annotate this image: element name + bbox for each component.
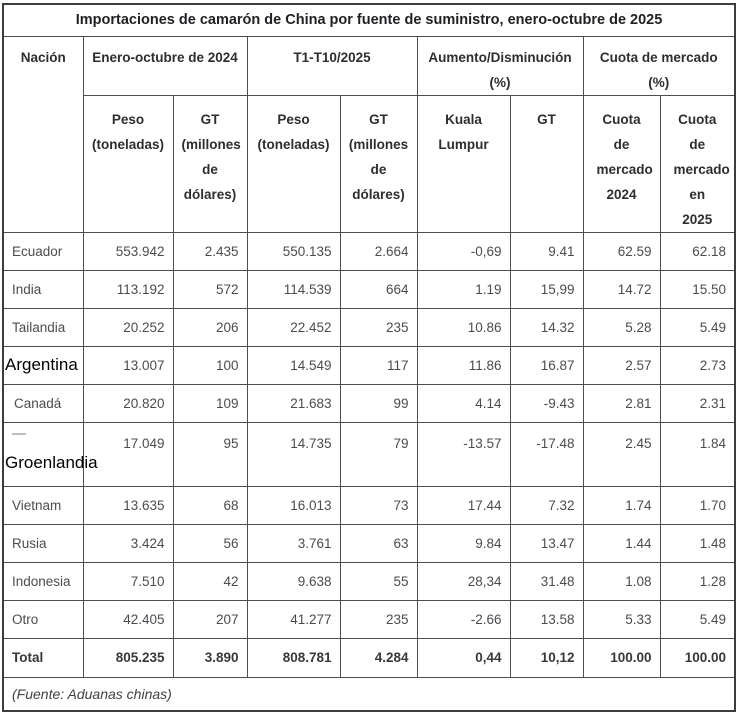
value-cell: 56 [173,524,247,562]
total-value-cell: 100.00 [583,638,660,677]
table-row-ecuador [3,232,735,270]
country-cell: Otro [3,600,83,638]
header-group-change: Aumento/Disminución (%) [417,36,583,95]
value-cell: 572 [173,270,247,308]
value-cell: 100 [173,346,247,384]
table-row-argentina [3,346,735,384]
value-cell: 16.013 [247,486,340,524]
value-cell: 13.47 [510,524,583,562]
table-row-vietnam [3,486,735,524]
value-cell: 235 [340,308,417,346]
country-cell: Indonesia [3,562,83,600]
country-cell-pasted-label [3,422,98,486]
value-cell: 5.28 [583,308,660,346]
header-group-share: Cuota de mercado (%) [583,36,735,95]
table-row-tailandia [3,308,735,346]
total-value-cell: 4.284 [340,638,417,677]
value-cell: 62.18 [660,232,735,270]
value-cell: -9.43 [510,384,583,422]
table-row-india [3,270,735,308]
value-cell: 7.32 [510,486,583,524]
value-cell: 1.70 [660,486,735,524]
value-cell: 2.81 [583,384,660,422]
value-cell: 22.452 [247,308,340,346]
value-cell: 13.635 [83,486,173,524]
country-cell: Vietnam [3,486,83,524]
value-cell: 16.87 [510,346,583,384]
value-cell: 1.08 [583,562,660,600]
imports-table [2,3,736,712]
table-title: Importaciones de camarón de China por fuente de suministro, enero-octubre de 2025 [3,4,735,36]
value-cell: 664 [340,270,417,308]
source-note: (Fuente: Aduanas chinas) [3,677,735,711]
value-cell: 113.192 [83,270,173,308]
country-label: Groenlandia [5,452,98,472]
value-cell: 550.135 [247,232,340,270]
value-cell: -0,69 [417,232,510,270]
value-cell: 21.683 [247,384,340,422]
table-row-rusia [3,524,735,562]
value-cell: 95 [173,422,247,486]
value-cell: 42 [173,562,247,600]
value-cell: 14.735 [247,422,340,486]
value-cell: 1.28 [660,562,735,600]
table-row-total [3,638,735,677]
value-cell: 31.48 [510,562,583,600]
subheader-change-gt: GT [510,95,583,232]
title-row [3,4,735,36]
value-cell: 73 [340,486,417,524]
table-row-groenlandia [3,422,735,486]
value-cell: 1.48 [660,524,735,562]
value-cell: 7.510 [83,562,173,600]
value-cell: 14.549 [247,346,340,384]
value-cell: 14.32 [510,308,583,346]
country-cell: Ecuador [3,232,83,270]
value-cell: 1.19 [417,270,510,308]
total-value-cell: 805.235 [83,638,173,677]
total-value-cell: 100.00 [660,638,735,677]
value-cell: 14.72 [583,270,660,308]
value-cell: 206 [173,308,247,346]
value-cell: 17.049 [83,422,173,486]
subheader-share-2024: Cuota de mercado 2024 [583,95,660,232]
country-cell: Canadá [3,384,83,422]
value-cell: 109 [173,384,247,422]
subheader-gt-2025: GT (millones de dólares) [340,95,417,232]
value-cell: -13.57 [417,422,510,486]
value-cell: 3.424 [83,524,173,562]
value-cell: 117 [340,346,417,384]
country-cell: India [3,270,83,308]
value-cell: 20.820 [83,384,173,422]
value-cell: 13.007 [83,346,173,384]
value-cell: 9.41 [510,232,583,270]
country-cell-pasted-label: Argentina [3,346,83,384]
value-cell: 42.405 [83,600,173,638]
total-label-cell: Total [3,638,83,677]
table-row-indonesia [3,562,735,600]
value-cell: 17.44 [417,486,510,524]
value-cell: 20.252 [83,308,173,346]
country-cell: Tailandia [3,308,83,346]
value-cell: 41.277 [247,600,340,638]
country-cell: Rusia [3,524,83,562]
value-cell: 68 [173,486,247,524]
value-cell: 10.86 [417,308,510,346]
subheader-share-2025: Cuota de mercado en 2025 [660,95,735,232]
value-cell: -2.66 [417,600,510,638]
value-cell: 5.49 [660,600,735,638]
total-value-cell: 10,12 [510,638,583,677]
total-value-cell: 808.781 [247,638,340,677]
value-cell: 2.664 [340,232,417,270]
header-nation: Nación [3,36,83,232]
value-cell: 1.84 [660,422,735,486]
subheader-peso-2025: Peso (toneladas) [247,95,340,232]
value-cell: 235 [340,600,417,638]
value-cell: 4.14 [417,384,510,422]
value-cell: 5.33 [583,600,660,638]
table-row-canada [3,384,735,422]
header-group-2024: Enero-octubre de 2024 [83,36,247,95]
value-cell: 3.761 [247,524,340,562]
subheader-peso-2024: Peso (toneladas) [83,95,173,232]
total-value-cell: 0,44 [417,638,510,677]
value-cell: 2.435 [173,232,247,270]
value-cell: -17.48 [510,422,583,486]
value-cell: 63 [340,524,417,562]
value-cell: 2.45 [583,422,660,486]
subheader-change-peso: Kuala Lumpur [417,95,510,232]
table-row-otro [3,600,735,638]
value-cell: 1.74 [583,486,660,524]
value-cell: 11.86 [417,346,510,384]
header-sub-row [3,95,735,232]
value-cell: 2.73 [660,346,735,384]
value-cell: 62.59 [583,232,660,270]
value-cell: 1.44 [583,524,660,562]
value-cell: 15,99 [510,270,583,308]
remnant-dash [12,433,26,435]
value-cell: 13.58 [510,600,583,638]
subheader-gt-2024: GT (millones de dólares) [173,95,247,232]
header-group-2025: T1-T10/2025 [247,36,417,95]
value-cell: 9.84 [417,524,510,562]
value-cell: 207 [173,600,247,638]
value-cell: 553.942 [83,232,173,270]
value-cell: 2.31 [660,384,735,422]
value-cell: 15.50 [660,270,735,308]
value-cell: 2.57 [583,346,660,384]
header-group-row [3,36,735,95]
total-value-cell: 3.890 [173,638,247,677]
value-cell: 9.638 [247,562,340,600]
value-cell: 28,34 [417,562,510,600]
value-cell: 55 [340,562,417,600]
value-cell: 114.539 [247,270,340,308]
value-cell: 99 [340,384,417,422]
source-row [3,677,735,711]
value-cell: 79 [340,422,417,486]
value-cell: 5.49 [660,308,735,346]
